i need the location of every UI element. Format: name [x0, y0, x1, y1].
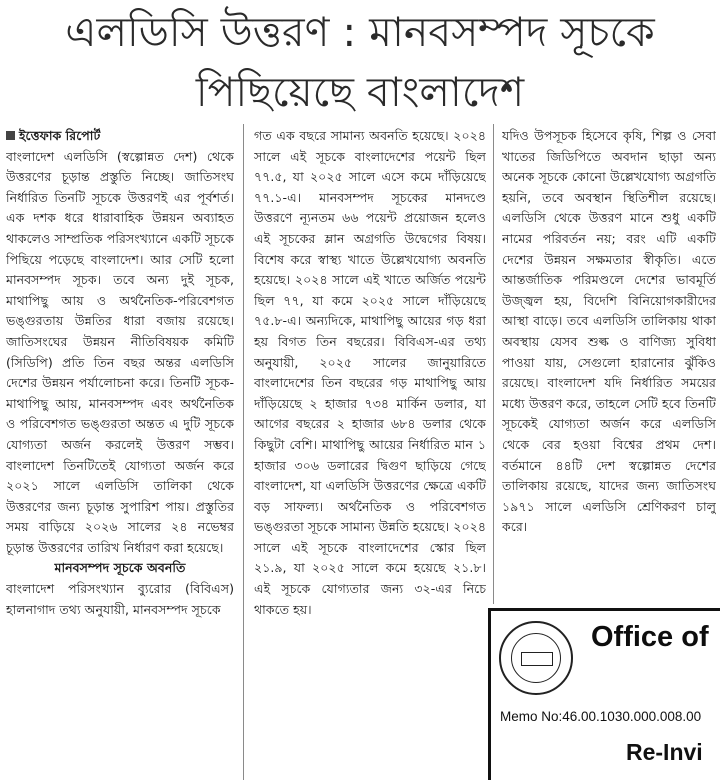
article-column-1 — [6, 126, 234, 780]
headline-line-1: এলডিসি উত্তরণ : মানবসম্পদ সূচকে — [65, 8, 655, 56]
office-seal-icon — [499, 621, 573, 695]
headline — [0, 2, 720, 122]
article-paragraph: গত এক বছরে সামান্য অবনতি হয়েছে। ২০২৪ সালে এই সূচকে বাংলাদেশের পয়েন্ট ছিল ৭৭.৫, যা ২০২৫ সালে এসে কমে দাঁড়িয়েছে ৭৭.১-এ। মানবসম্পদ সূচকের মানদণ্ডে উত্তরণে ন্যূনতম ৬৬ পয়েন্ট প্রয়োজন হলেও এই সূচকের ম্লান অগ্রগতি উদ্বেগের বিষয়। বিশেষ করে স্বাস্থ্য খাতে উল্লেখযোগ্য অবনতি হয়েছে। ২০২৪ সালে এই খাতে অর্জিত পয়েন্ট ছিল ৭৭, যা কমে ২০২৫ সালে দাঁড়িয়েছে ৭৫.৮-এ। অন্যদিকে, মাথাপিছু আয়ের গড় ধরা হয় বিগত তিন বছরের। বিবিএস-এর তথ্য অনুযায়ী, ২০২৫ সালের জানুয়ারিতে বাংলাদেশের তিন বছরের গড় মাথাপিছু আয় দাঁড়িয়েছে ২ হাজার ৭৩৪ মার্কিন ডলার, যা আগের বছরের ২ হাজার ৬৮৪ ডলার থেকে কিছুটা বেশি। মাথাপিছু আয়ের নির্ধারিত মান ১ হাজার ৩০৬ ডলারের দ্বিগুণ ছাড়িয়ে গেছে বাংলাদেশ, যা এলডিসি উত্তরণের ক্ষেত্রে একটি বড় সাফল্য। অর্থনৈতিক ও পরিবেশগত ভঙ্গুরতা সূচকে সামান্য উন্নতি হয়েছে। ২০২৪ সালে এই সূচকে বাংলাদেশের স্কোর ছিল ২১.৯, যা ২০২৫ সালে কমে হয়েছে ২১.৮। এই সূচকে যোগ্যতার জন্য ৩২-এর নিচে থাকতে হয়। — [254, 128, 486, 617]
article-column-2 — [254, 126, 486, 780]
headline-line-2: পিছিয়েছে বাংলাদেশ — [195, 68, 525, 116]
article-paragraph: বাংলাদেশ এলডিসি (স্বল্পোন্নত দেশ) থেকে উত্তরণের চূড়ান্ত প্রস্তুতি নিচ্ছে। জাতিসংঘ নির্ধারিত তিনটি সূচকে উত্তরণই এর পূর্বশর্ত। এক দশক ধরে ধারাবাহিক উন্নয়ন অব্যাহত থাকলেও সাম্প্রতিক পরিসংখ্যানে একটি সূচকে পিছিয়ে পড়েছে বাংলাদেশ। আর সেটি হলো মানবসম্পদ সূচক। তবে অন্য দুই সূচক, মাথাপিছু আয় ও অর্থনৈতিক-পরিবেশগত ভঙ্গুরতায় উন্নতির ধারা বজায় রয়েছে। জাতিসংঘের উন্নয়ন নীতিবিষয়ক কমিটি (সিডিপি) প্রতি তিন বছর অন্তর এলডিসি দেশের উন্নয়ন পর্যালোচনা করে। তিনটি সূচক- মাথাপিছু আয়, মানবসম্পদ এবং অর্থনৈতিক ও পরিবেশগত ভঙ্গুরতা অন্তত এ দুটি সূচকে যোগ্যতা অর্জন করলেই উত্তরণ সম্ভব। বাংলাদেশ তিনটিতেই যোগ্যতা অর্জন করে ২০২১ সালে এলডিসি তালিকা থেকে উত্তরণের জন্য চূড়ান্ত সুপারিশ পায়। প্রস্তুতির সময় বাড়িয়ে ২০২৬ সালের ২৪ নভেম্বর চূড়ান্ত উত্তরণের তারিখ নির্ধারণ করা হয়েছে। — [6, 148, 234, 555]
section-subhead: মানবসম্পদ সূচকে অবনতি — [54, 560, 186, 576]
ad-title: Office of — [591, 621, 709, 653]
article-paragraph: যদিও উপসূচক হিসেবে কৃষি, শিল্প ও সেবা খাতের জিডিপিতে অবদান ছাড়া অন্য অনেক সূচকে কোনো উল্লেখযোগ্য অগ্রগতি হয়নি, তবে অবস্থান স্থিতিশীল রয়েছে। এলডিসি থেকে উত্তরণ মানে শুধু একটি নামের পরিবর্তন নয়; বরং এটি একটি দেশের উন্নয়ন সক্ষমতার স্বীকৃতি। এতে আন্তর্জাতিক পরিমণ্ডলে দেশের ভাবমূর্তি উজ্জ্বল হয়, বিদেশি বিনিয়োগকারীদের আস্থা বাড়ে। তবে এলডিসি তালিকায় থাকা অবস্থায় যেসব শুল্ক ও বাণিজ্য সুবিধা পাওয়া যায়, সেগুলো হারানোর ঝুঁকিও রয়েছে। বাংলাদেশ যদি নির্ধারিত সময়ের মধ্যে উত্তরণ করে, তাহলে সেটি হবে তিনটি সূচকেই যোগ্যতা অর্জন করে এলডিসি থেকে বের হওয়া বিশ্বের প্রথম দেশ। বর্তমানে ৪৪টি দেশ স্বল্পোন্নত দেশের তালিকায় রয়েছে, যাদের জন্য জাতিসংঘ ১৯৭১ সালে এলডিসি শ্রেণিকরণ চালু করে। — [502, 128, 716, 535]
byline — [6, 126, 234, 147]
column-rule-2 — [493, 124, 494, 604]
column-rule-1 — [243, 124, 244, 780]
ad-reinvitation-heading: Re-Invi — [626, 739, 703, 765]
ad-memo-number: Memo No:46.00.1030.000.008.00 — [500, 709, 702, 724]
byline-text: ইত্তেফাক রিপোর্ট — [19, 128, 101, 143]
square-bullet-icon — [6, 131, 15, 140]
article-column-3 — [502, 126, 716, 604]
article-paragraph: বাংলাদেশ পরিসংখ্যান ব্যুরোর (বিবিএস) হালনাগাদ তথ্য অনুযায়ী, মানবসম্পদ সূচকে — [6, 581, 234, 617]
tender-notice-ad — [488, 608, 720, 780]
